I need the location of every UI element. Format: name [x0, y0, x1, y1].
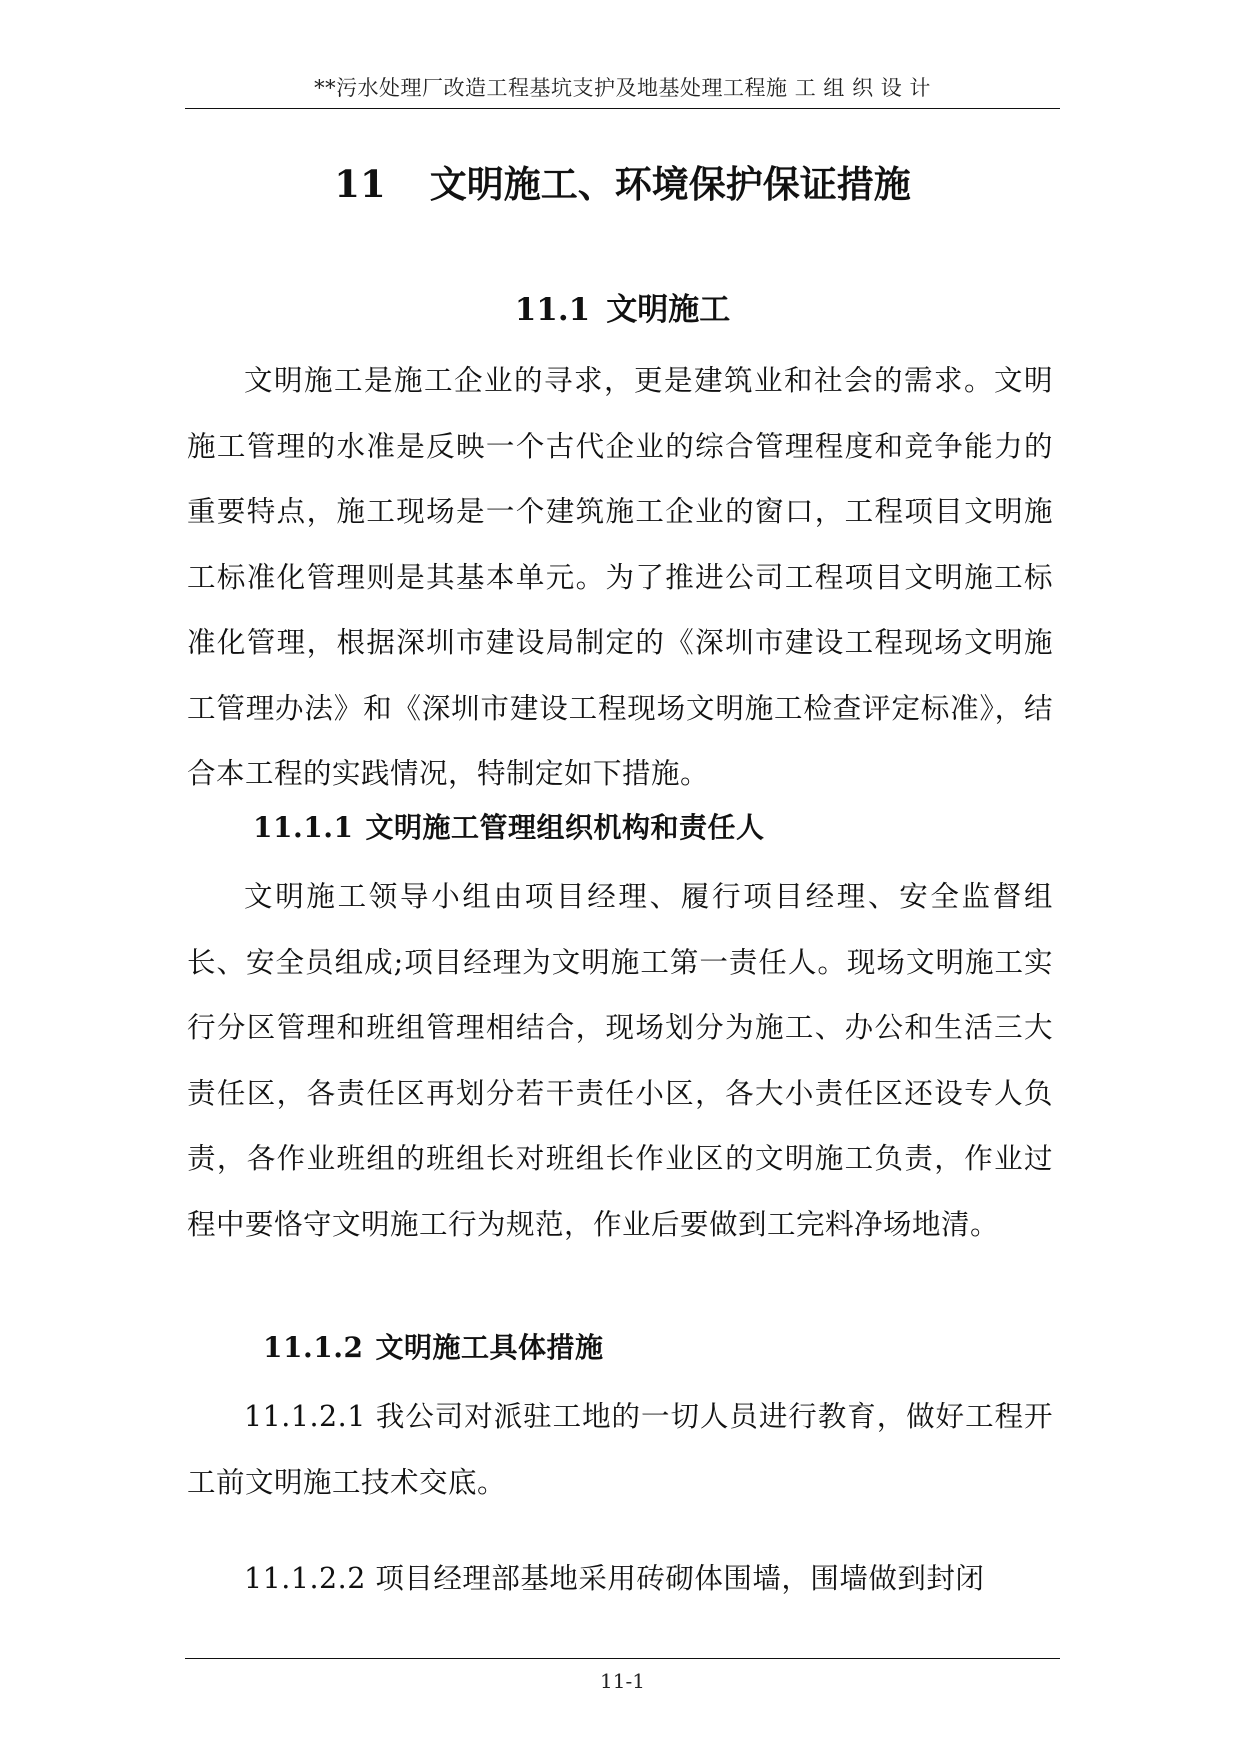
subsection-title-text: 文明施工管理组织机构和责任人 [365, 811, 765, 844]
chapter-title [185, 158, 1060, 210]
chapter-title-text: 文明施工、环境保护保证措施 [429, 162, 911, 206]
footer-divider [185, 1658, 1060, 1659]
section-number: 11.1 [514, 292, 591, 328]
subsection-title-measures [263, 1328, 603, 1368]
subsection-number: 11.1.2 [263, 1331, 364, 1364]
subsection-title-organization [253, 808, 764, 848]
measure-item-1: 11.1.2.1 我公司对派驻工地的一切人员进行教育，做好工程开工前文明施工技术交底。 [187, 1400, 1053, 1499]
header-divider [185, 108, 1060, 109]
section-title [185, 288, 1060, 332]
page-number: 11-1 [600, 1669, 645, 1693]
intro-paragraph: 文明施工是施工企业的寻求，更是建筑业和社会的需求。文明施工管理的水准是反映一个古代企业的综合管理程度和竞争能力的重要特点，施工现场是一个建筑施工企业的窗口，工程项目文明施工标准化管理则是其基本单元。为了推进公司工程项目文明施工标准化管理，根据深圳市建设局制定的《深圳市建设工程现场文明施工管理办法》和《深圳市建设工程现场文明施工检查评定标准》，结合本工程的实践情况，特制定如下措施。 [187, 364, 1053, 790]
measure-item-2: 11.1.2.2 项目经理部基地采用砖砌体围墙，围墙做到封闭 [244, 1562, 985, 1595]
chapter-number: 11 [334, 162, 386, 206]
subsection-number: 11.1.1 [253, 811, 354, 844]
subsection-title-text: 文明施工具体措施 [375, 1331, 604, 1364]
section-title-text: 文明施工 [606, 292, 731, 328]
organization-paragraph: 文明施工领导小组由项目经理、履行项目经理、安全监督组长、安全员组成;项目经理为文明施工第一责任人。现场文明施工实行分区管理和班组管理相结合，现场划分为施工、办公和生活三大责任区，各责任区再划分若干责任小区，各大小责任区还设专人负责，各作业班组的班组长对班组长作业区的文明施工负责，作业过程中要恪守文明施工行为规范，作业后要做到工完料净场地清。 [187, 880, 1053, 1241]
running-header: **污水处理厂改造工程基坑支护及地基处理工程施 工 组 织 设 计 [314, 76, 931, 100]
